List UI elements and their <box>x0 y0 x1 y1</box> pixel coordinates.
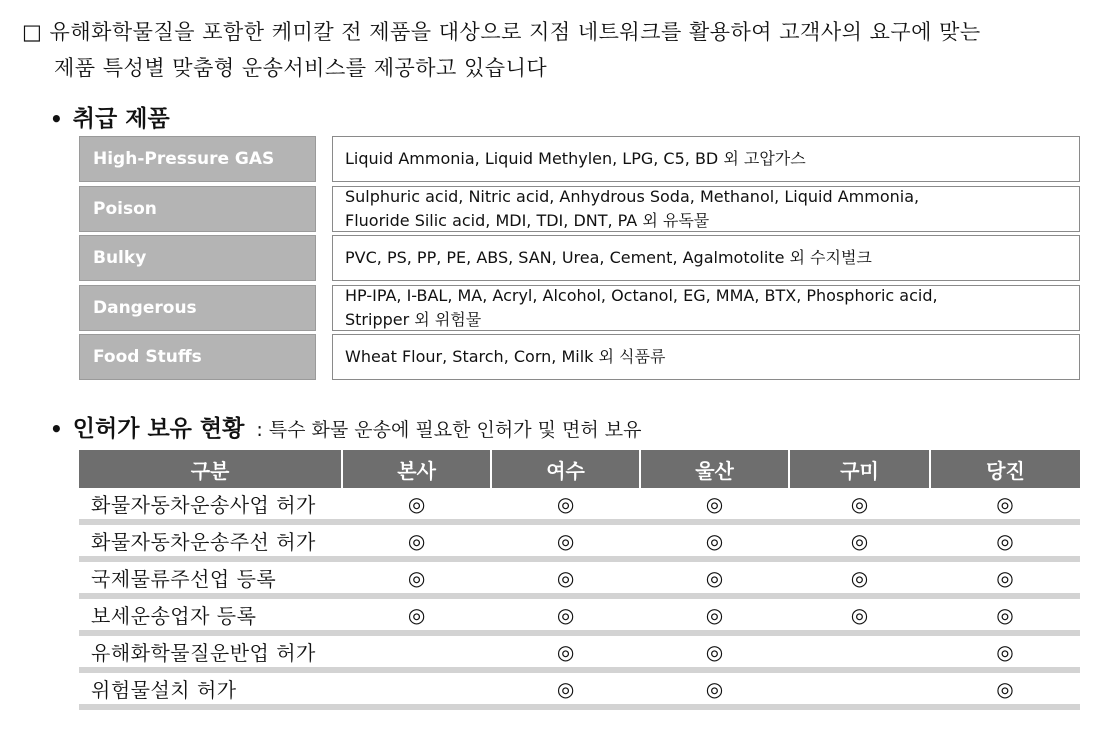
license-mark: ◎ <box>640 522 789 559</box>
license-mark: ◎ <box>789 522 930 559</box>
product-items <box>332 186 1080 232</box>
header-branch: 울산 <box>640 450 789 488</box>
product-category: Bulky <box>79 235 316 281</box>
header-category: 구분 <box>79 450 342 488</box>
license-mark: ◎ <box>342 488 491 522</box>
license-mark: ◎ <box>491 559 640 596</box>
license-table <box>79 450 1080 710</box>
license-name: 화물자동차운송주선 허가 <box>79 522 342 559</box>
license-mark: ◎ <box>789 488 930 522</box>
products-title: 취급 제품 <box>72 106 170 132</box>
product-row <box>79 285 1080 331</box>
license-mark: ◎ <box>491 670 640 707</box>
product-row <box>79 334 1080 380</box>
products-heading <box>50 100 170 133</box>
license-mark: ◎ <box>491 488 640 522</box>
license-mark: ◎ <box>930 522 1080 559</box>
license-mark: ◎ <box>491 522 640 559</box>
table-row <box>79 670 1080 707</box>
intro-line-1-text: 유해화학물질을 포함한 케미칼 전 제품을 대상으로 지점 네트워크를 활용하여 고객사의 요구에 맞는 <box>49 20 981 44</box>
license-name: 위험물설치 허가 <box>79 670 342 707</box>
intro-line-2: 제품 특성별 맞춤형 운송서비스를 제공하고 있습니다 <box>54 56 548 80</box>
product-items-text: Wheat Flour, Starch, Corn, Milk 외 식품류 <box>345 347 666 366</box>
table-row <box>79 596 1080 633</box>
product-items <box>332 235 1080 281</box>
license-mark: ◎ <box>491 633 640 670</box>
license-mark: ◎ <box>640 488 789 522</box>
bullet-icon: • <box>50 107 63 131</box>
license-mark <box>342 670 491 707</box>
product-items <box>332 136 1080 182</box>
license-name: 국제물류주선업 등록 <box>79 559 342 596</box>
license-mark: ◎ <box>342 559 491 596</box>
product-items-text: PVC, PS, PP, PE, ABS, SAN, Urea, Cement, Agalmotolite 외 수지벌크 <box>345 248 872 267</box>
license-mark: ◎ <box>640 596 789 633</box>
license-mark: ◎ <box>930 596 1080 633</box>
license-mark: ◎ <box>640 670 789 707</box>
product-items-text: HP-IPA, I-BAL, MA, Acryl, Alcohol, Octanol, EG, MMA, BTX, Phosphoric acid, Stripper 외 위험물 <box>345 285 938 329</box>
intro-text <box>22 14 981 86</box>
bullet-icon: • <box>50 417 63 441</box>
product-row <box>79 136 1080 182</box>
table-row <box>79 559 1080 596</box>
license-mark: ◎ <box>342 522 491 559</box>
license-mark: ◎ <box>640 633 789 670</box>
license-subtitle: : 특수 화물 운송에 필요한 인허가 및 면허 보유 <box>256 419 642 441</box>
license-mark: ◎ <box>789 559 930 596</box>
header-branch: 본사 <box>342 450 491 488</box>
product-items <box>332 285 1080 331</box>
product-items-text: Sulphuric acid, Nitric acid, Anhydrous Soda, Methanol, Liquid Ammonia, Fluoride Silic acid, MDI, TDI, DNT, PA 외 유독물 <box>345 186 920 230</box>
license-mark: ◎ <box>640 559 789 596</box>
product-category: Poison <box>79 186 316 232</box>
products-list <box>79 136 1080 384</box>
license-mark: ◎ <box>342 596 491 633</box>
license-mark: ◎ <box>491 596 640 633</box>
product-category: High-Pressure GAS <box>79 136 316 182</box>
license-heading <box>50 410 641 443</box>
checkbox-square-icon: □ <box>22 20 43 44</box>
product-items-text: Liquid Ammonia, Liquid Methylen, LPG, C5, BD 외 고압가스 <box>345 149 806 168</box>
product-row <box>79 186 1080 232</box>
license-header-row <box>79 450 1080 488</box>
license-title: 인허가 보유 현황 <box>72 416 245 442</box>
license-mark: ◎ <box>930 488 1080 522</box>
header-branch: 여수 <box>491 450 640 488</box>
table-row <box>79 522 1080 559</box>
license-name: 유해화학물질운반업 허가 <box>79 633 342 670</box>
license-mark: ◎ <box>930 559 1080 596</box>
license-mark: ◎ <box>930 670 1080 707</box>
license-mark: ◎ <box>930 633 1080 670</box>
product-row <box>79 235 1080 281</box>
license-name: 화물자동차운송사업 허가 <box>79 488 342 522</box>
license-name: 보세운송업자 등록 <box>79 596 342 633</box>
license-mark <box>342 633 491 670</box>
intro-line-1 <box>22 14 981 50</box>
header-branch: 구미 <box>789 450 930 488</box>
license-mark <box>789 670 930 707</box>
table-row <box>79 633 1080 670</box>
product-category: Food Stuffs <box>79 334 316 380</box>
table-row <box>79 488 1080 522</box>
license-mark: ◎ <box>789 596 930 633</box>
product-items <box>332 334 1080 380</box>
product-category: Dangerous <box>79 285 316 331</box>
header-branch: 당진 <box>930 450 1080 488</box>
license-mark <box>789 633 930 670</box>
